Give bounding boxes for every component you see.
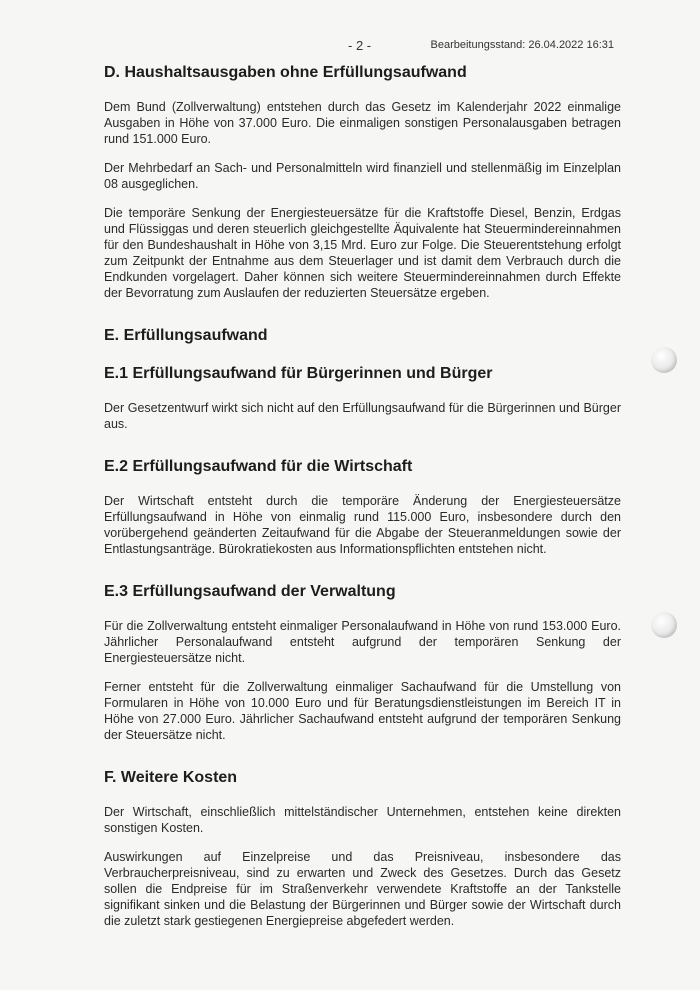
paragraph: Der Mehrbedarf an Sach- und Personalmitteln wird finanziell und stellenmäßig im Einzelplan 08 ausgeglichen. <box>104 161 621 191</box>
page-number: - 2 - <box>348 38 372 53</box>
paragraph: Der Wirtschaft entsteht durch die temporäre Änderung der Energiesteuersätze Erfüllungsaufwand in Höhe von einmalig rund 115.000 Euro, insbesondere durch den vorübergehend geänderten Zeitaufwand für die Abgabe der Steueranmeldungen sowie der Entlastungsanträge. Bürokratiekosten aus Informationspflichten entstehen nicht. <box>104 494 621 556</box>
section-heading: E. Erfüllungsaufwand <box>104 327 268 344</box>
section-heading: D. Haushaltsausgaben ohne Erfüllungsaufwand <box>104 64 467 81</box>
punch-hole-top <box>651 347 677 373</box>
section-e1 <box>104 365 621 432</box>
paragraph: Der Gesetzentwurf wirkt sich nicht auf den Erfüllungsaufwand für die Bürgerinnen und Bürger aus. <box>104 401 621 431</box>
paragraph: Für die Zollverwaltung entsteht einmaliger Personalaufwand in Höhe von rund 153.000 Euro. Jährlicher Personalaufwand entsteht aufgrund der temporären Senkung der Energiesteuersätze nicht. <box>104 619 621 665</box>
section-heading: E.2 Erfüllungsaufwand für die Wirtschaft <box>104 458 413 475</box>
paragraph: Die temporäre Senkung der Energiesteuersätze für die Kraftstoffe Diesel, Benzin, Erdgas und Flüssiggas und deren steuerlich gleichgestellte Äquivalente hat Steuermindereinnahmen für den Bundeshaushalt in Höhe von 3,15 Mrd. Euro zur Folge. Die Steuerentstehung erfolgt zum Zeitpunkt der Entnahme aus dem Steuerlager und ist damit dem Verbrauch durch die Endkunden vorgelagert. Daher können sich weitere Steuermindereinnahmen durch Effekte der Bevorratung zum Auslaufen der reduzierten Steuersätze ergeben. <box>104 206 621 300</box>
paragraph: Dem Bund (Zollverwaltung) entstehen durch das Gesetz im Kalenderjahr 2022 einmalige Ausgaben in Höhe von 37.000 Euro. Die einmaligen sonstigen Personalausgaben betragen rund 151.000 Euro. <box>104 100 621 146</box>
paragraph: Ferner entsteht für die Zollverwaltung einmaliger Sachaufwand für die Umstellung von Formularen in Höhe von 10.000 Euro und für Beratungsdienstleistungen im Bereich IT in Höhe von 27.000 Euro. Jährlicher Sachaufwand entsteht aufgrund der temporären Senkung der Steuersätze nicht. <box>104 680 621 742</box>
section-f <box>104 769 621 929</box>
section-heading: F. Weitere Kosten <box>104 769 238 786</box>
section-heading: E.1 Erfüllungsaufwand für Bürgerinnen und Bürger <box>104 365 493 382</box>
section-e3 <box>104 583 621 743</box>
paragraph: Auswirkungen auf Einzelpreise und das Preisniveau, insbesondere das Verbraucherpreisniveau, sind zu erwarten und Zweck des Gesetzes. Durch das Gesetz sollen die Endpreise für im Straßenverkehr verwendete Kraftstoffe an der Tankstelle signifikant sinken und die Belastung der Bürgerinnen und Bürger sowie der Wirtschaft durch die zuletzt stark gestiegenen Energiepreise abgefedert werden. <box>104 850 621 928</box>
revision-timestamp: Bearbeitungsstand: 26.04.2022 16:31 <box>430 39 614 51</box>
section-e <box>104 327 621 345</box>
paragraph: Der Wirtschaft, einschließlich mittelständischer Unternehmen, entstehen keine direkten sonstigen Kosten. <box>104 805 621 835</box>
punch-hole-bottom <box>651 612 677 638</box>
section-e2 <box>104 458 621 557</box>
section-heading: E.3 Erfüllungsaufwand der Verwaltung <box>104 583 396 600</box>
document-body <box>104 64 621 955</box>
section-d <box>104 64 621 301</box>
